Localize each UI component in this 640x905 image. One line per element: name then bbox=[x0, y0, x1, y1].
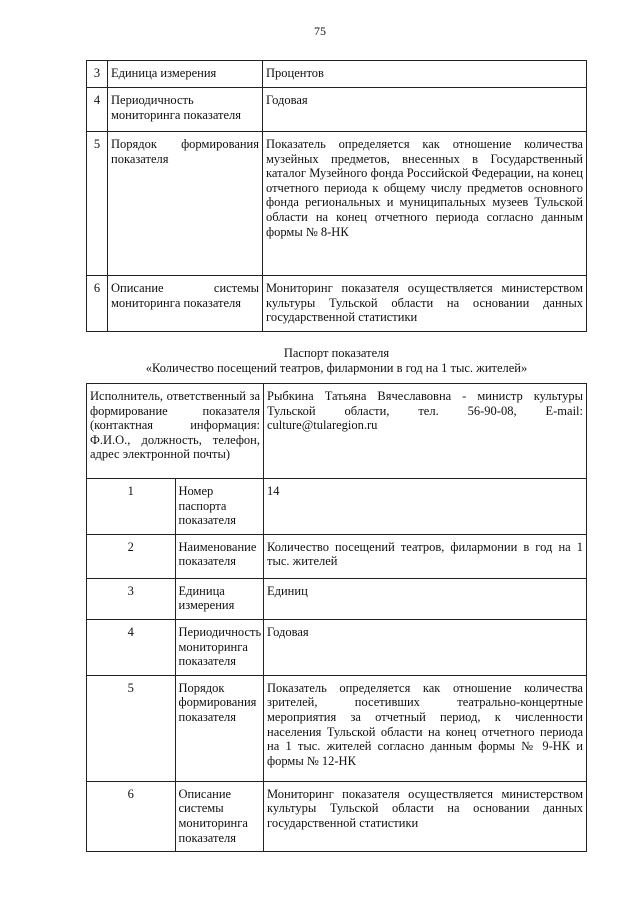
row-value: Мониторинг показателя осуществляется министерством культуры Тульской области на основании данных государственной статистики bbox=[263, 276, 587, 332]
page-number: 75 bbox=[314, 24, 326, 38]
row-label: Порядок формирования показателя bbox=[175, 675, 264, 781]
row-label: Порядок формирования показателя bbox=[108, 132, 263, 276]
row-label: Единица измерения bbox=[108, 61, 263, 88]
row-label: Номер паспорта показателя bbox=[175, 479, 264, 535]
row-value: Показатель определяется как отношение количества зрителей, посетивших театрально-концертные мероприятия за отчетный период, к численности населения Тульской области на конец отчетного периода на 1 тыс. жителей согласно данным формы № 9-НК и формы № 12-НК bbox=[264, 675, 587, 781]
row-value: Показатель определяется как отношение количества музейных предметов, внесенных в Государственный каталог Музейного фонда Российской Федерации, на конец отчетного периода к общему числу предметов основного фонда региональных и муниципальных музеев Тульской области на конец отчетного периода согласно данным формы № 8-НК bbox=[263, 132, 587, 276]
indicator-table-1 bbox=[86, 60, 587, 332]
row-value: Количество посещений театров, филармонии в год на 1 тыс. жителей bbox=[264, 534, 587, 578]
row-number: 4 bbox=[87, 619, 176, 675]
row-number: 3 bbox=[87, 578, 176, 619]
row-number: 3 bbox=[87, 61, 108, 88]
table-row bbox=[87, 534, 587, 578]
row-number: 5 bbox=[87, 675, 176, 781]
row-value: Процентов bbox=[263, 61, 587, 88]
table-row bbox=[87, 132, 587, 276]
table-row bbox=[87, 675, 587, 781]
row-value: Мониторинг показателя осуществляется министерством культуры Тульской области на основании данных государственной статистики bbox=[264, 781, 587, 851]
row-number: 4 bbox=[87, 88, 108, 132]
row-label: Наименование показателя bbox=[175, 534, 264, 578]
row-value: Единиц bbox=[264, 578, 587, 619]
row-number: 2 bbox=[87, 534, 176, 578]
indicator-table-2 bbox=[86, 383, 587, 852]
table-row bbox=[87, 578, 587, 619]
row-number: 6 bbox=[87, 276, 108, 332]
row-label: Периодичность мониторинга показателя bbox=[108, 88, 263, 132]
row-number: 1 bbox=[87, 479, 176, 535]
row-number: 6 bbox=[87, 781, 176, 851]
row-label: Описание системы мониторинга показателя bbox=[108, 276, 263, 332]
contact-value: Рыбкина Татьяна Вячеславовна - министр культуры Тульской области, тел. 56-90-08, E-mail: culture@tularegion.ru bbox=[264, 384, 587, 479]
contact-label: Исполнитель, ответственный за формирование показателя (контактная информация: Ф.И.О., должность, телефон, адрес электронной почты) bbox=[87, 384, 264, 479]
passport-title: Паспорт показателя bbox=[283, 346, 390, 360]
row-label: Единица измерения bbox=[175, 578, 264, 619]
row-value: Годовая bbox=[264, 619, 587, 675]
row-label: Описание системы мониторинга показателя bbox=[175, 781, 264, 851]
table-row bbox=[87, 88, 587, 132]
row-number: 5 bbox=[87, 132, 108, 276]
table-row bbox=[87, 781, 587, 851]
table-row bbox=[87, 61, 587, 88]
passport-subtitle: «Количество посещений театров, филармонии в год на 1 тыс. жителей» bbox=[145, 361, 528, 375]
table-row bbox=[87, 276, 587, 332]
table-row-contact bbox=[87, 384, 587, 479]
table-row bbox=[87, 479, 587, 535]
row-value: 14 bbox=[264, 479, 587, 535]
row-value: Годовая bbox=[263, 88, 587, 132]
passport-heading bbox=[86, 346, 587, 376]
table-row bbox=[87, 619, 587, 675]
row-label: Периодичность мониторинга показателя bbox=[175, 619, 264, 675]
